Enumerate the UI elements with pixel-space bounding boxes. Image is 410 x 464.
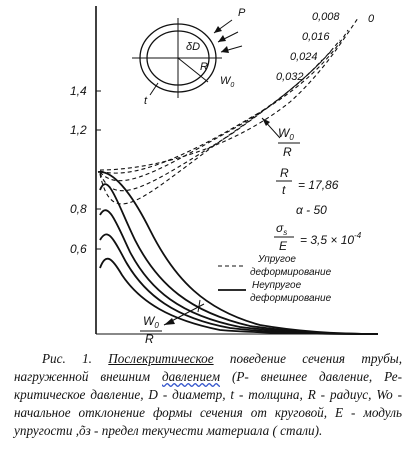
curve-label: 0,032 xyxy=(276,71,304,83)
lower-ratio-den: R xyxy=(145,332,154,345)
param-rt-den: t xyxy=(282,183,286,197)
inset-p-label: P xyxy=(238,7,246,19)
solid-curve-1 xyxy=(100,184,378,334)
inset-w0-label: $W_0$ xyxy=(220,75,235,89)
lower-ratio-annotation xyxy=(140,300,204,345)
y-tick-label: 0,8 xyxy=(70,202,87,216)
upper-ratio-num: $W_0$ xyxy=(278,126,294,142)
curve-labels xyxy=(276,11,375,83)
legend-dashed-line1: Упругое xyxy=(258,254,296,265)
curve-label: 0,008 xyxy=(312,11,340,23)
param-sigma-value: = $3,5 \times 10^{-4}$ xyxy=(300,231,362,247)
inset-t-label: t xyxy=(144,95,148,107)
y-tick-label: 1,4 xyxy=(70,84,87,98)
solid-curve-3 xyxy=(100,234,378,334)
solid-curve-2 xyxy=(100,210,378,334)
y-tick-label: 1,2 xyxy=(70,123,87,137)
curve-label: 0,016 xyxy=(302,31,330,43)
param-rt-value: = 17,86 xyxy=(298,178,339,192)
parameters-block xyxy=(274,166,362,253)
legend xyxy=(218,254,332,304)
elastic-curves xyxy=(100,18,358,204)
inset-ring-diagram xyxy=(132,7,246,107)
figure-caption xyxy=(14,350,402,460)
y-tick-label: 0,6 xyxy=(70,242,87,256)
param-rt-num: R xyxy=(280,166,289,180)
legend-solid-line1: Неупругое xyxy=(252,280,302,291)
caption-title: Послекритическое xyxy=(108,351,214,366)
inset-r-label: R xyxy=(200,61,208,73)
legend-dashed-line2: деформирование xyxy=(250,267,332,278)
param-alpha: α - 50 xyxy=(296,203,327,217)
solid-curve-0 xyxy=(98,172,378,334)
inset-deltad-label: δD xyxy=(186,41,201,53)
param-sigma-num: $\sigma_s$ xyxy=(276,221,288,237)
curve-label: 0,024 xyxy=(290,51,318,63)
caption-text-a: поведение сечения трубы, нагруженной внешним xyxy=(14,351,402,384)
upper-ratio-annotation xyxy=(262,118,300,159)
curve-label: 0 xyxy=(368,13,375,25)
inelastic-curves xyxy=(98,172,378,334)
lower-ratio-num: $W_0$ xyxy=(143,314,159,330)
caption-text-b: (Р- внешнее давление, Ре- критическое давление, D - диаметр, t - толщина, R - радиус, Wo - начальное отклонение формы сечения от круговой, E - модуль упругости ,õз - предел текучести материала ( стали). xyxy=(14,369,402,438)
caption-davleniem: давлением xyxy=(161,369,220,384)
upper-ratio-den: R xyxy=(283,145,292,159)
caption-label: Рис. 1. xyxy=(42,351,92,366)
param-sigma-den: E xyxy=(279,239,288,253)
legend-solid-line2: деформирование xyxy=(250,293,332,304)
